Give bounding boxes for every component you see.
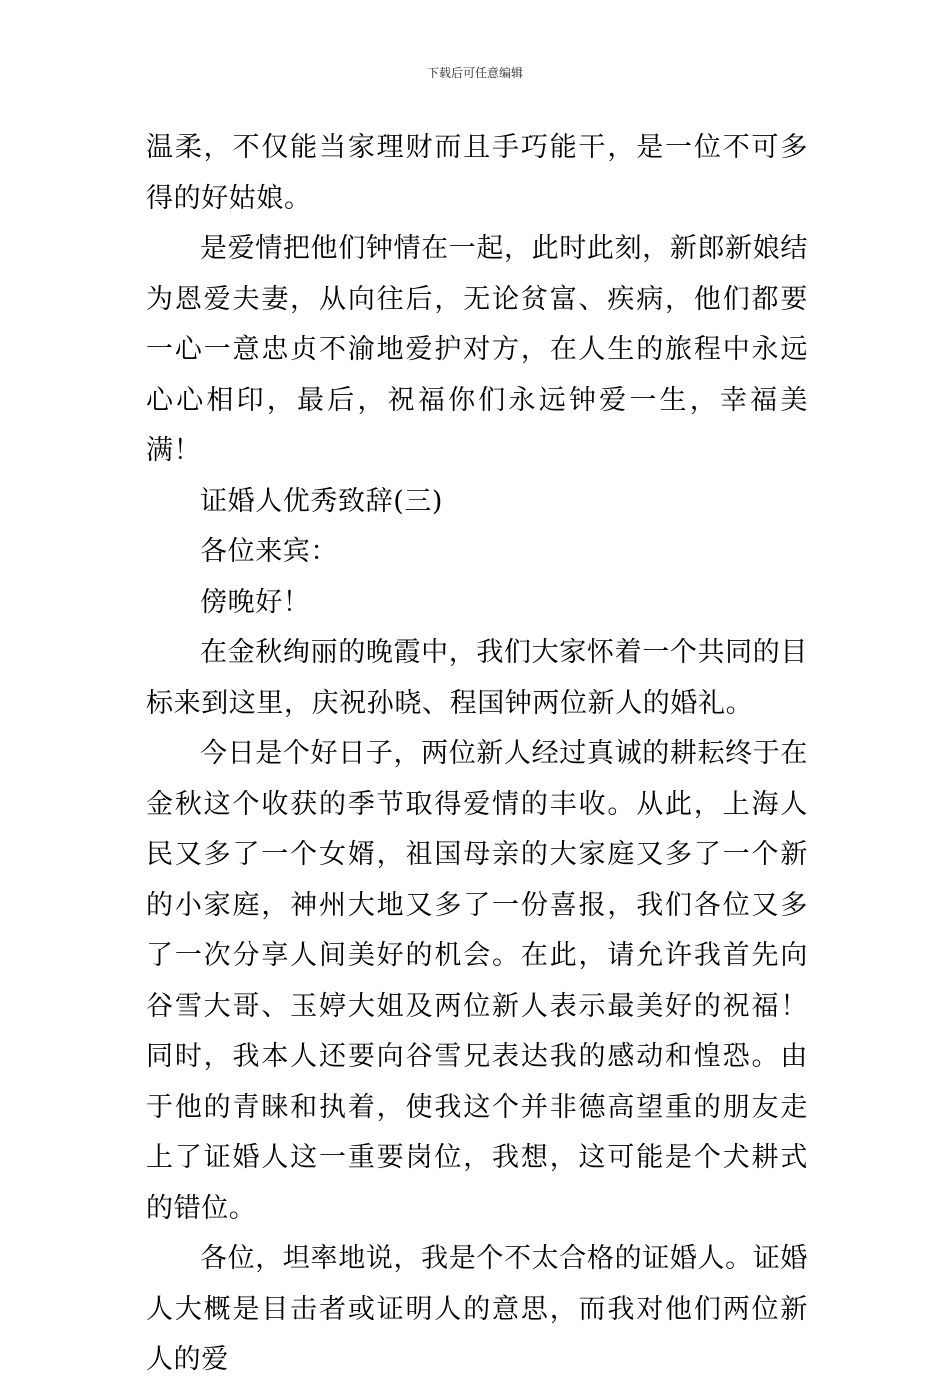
section-heading: 证婚人优秀致辞(三) bbox=[200, 485, 444, 517]
paragraph: 在金秋绚丽的晚霞中，我们大家怀着一个共同的目标来到这里，庆祝孙晓、程国钟两位新人的婚礼。 bbox=[146, 637, 808, 719]
paragraph: 温柔，不仅能当家理财而且手巧能干，是一位不可多得的好姑娘。 bbox=[146, 132, 808, 214]
document-body bbox=[146, 123, 808, 1386]
greeting: 傍晚好！ bbox=[200, 586, 311, 618]
salutation: 各位来宾： bbox=[200, 536, 338, 567]
paragraph: 今日是个好日子，两位新人经过真诚的耕耘终于在金秋这个收获的季节取得爱情的丰收。从此，上海人民又多了一个女婿，祖国母亲的大家庭又多了一个新的小家庭，神州大地又多了一份喜报，我们各位又多了一次分享人间美好的机会。在此，请允许我首先向谷雪大哥、玉婷大姐及两位新人表示最美好的祝福！同时，我本人还要向谷雪兄表达我的感动和惶恐。由于他的青睐和执着，使我这个并非德高望重的朋友走上了证婚人这一重要岗位，我想，这可能是个犬耕式的错位。 bbox=[146, 738, 808, 1224]
paragraph: 是爱情把他们钟情在一起，此时此刻，新郎新娘结为恩爱夫妻，从向往后，无论贫富、疾病，他们都要一心一意忠贞不渝地爱护对方，在人生的旅程中永远心心相印，最后，祝福你们永远钟爱一生，幸福美满！ bbox=[146, 233, 808, 466]
paragraph: 各位，坦率地说，我是个不太合格的证婚人。证婚人大概是目击者或证明人的意思，而我对他们两位新人的爱 bbox=[146, 1243, 808, 1375]
page-header: 下载后可任意编辑 bbox=[426, 66, 523, 80]
